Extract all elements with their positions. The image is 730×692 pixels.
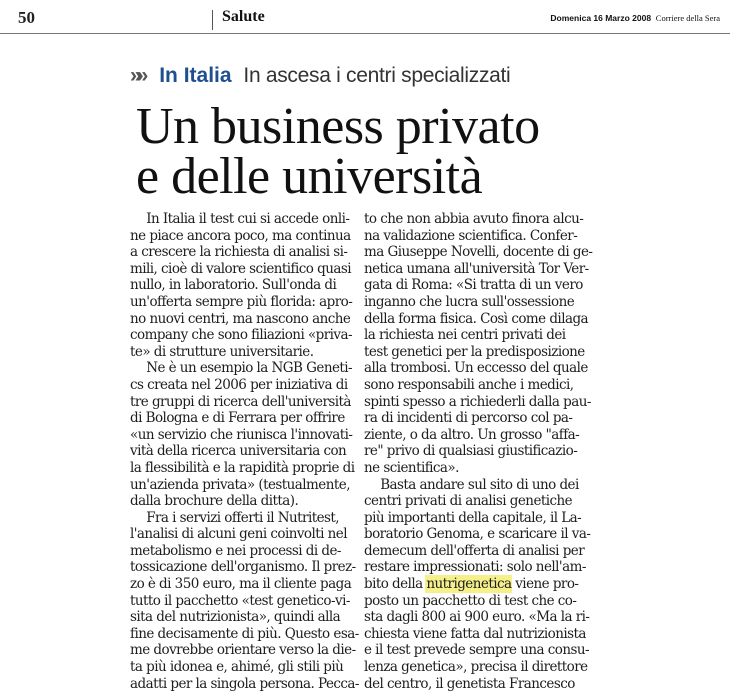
header-rule [0, 33, 730, 34]
headline-line-1: Un business privato [136, 102, 540, 152]
article-line: tossicazione dell'organismo. Il prez- [130, 559, 358, 576]
article-line: re" privo di qualsiasi giustificazio- [364, 443, 586, 460]
article-paragraph [130, 510, 358, 692]
article-line: Fra i servizi offerti il Nutritest, [130, 510, 358, 527]
article-line: metabolismo e nei processi di de- [130, 543, 358, 560]
article-line: ra di incidenti di percorso col pa- [364, 410, 586, 427]
issue-date: Domenica 16 Marzo 2008 [550, 13, 651, 23]
publication-name: Corriere della Sera [656, 13, 720, 23]
article-kicker [130, 63, 510, 89]
article-line: boratorio Genoma, e scaricare il va- [364, 526, 586, 543]
page-header [0, 0, 730, 34]
article-line: Ne è un esempio la NGB Geneti- [130, 360, 358, 377]
article-line: netica umana all'università Tor Ver- [364, 261, 586, 278]
article-line: adatti per la singola persona. Pecca- [130, 676, 358, 692]
article-line: company che sono filiazioni «priva- [130, 327, 358, 344]
article-headline [136, 102, 540, 202]
article-line: sita del nutrizionista», quindi alla [130, 609, 358, 626]
article-line: nullo, in laboratorio. Sull'onda di [130, 277, 358, 294]
article-line: restare impressionati: solo nell'am- [364, 559, 586, 576]
article-line: dalla brochure della ditta). [130, 493, 358, 510]
article-line: demecum dell'offerta di analisi per [364, 543, 586, 560]
article-line: chiesta viene fatta dal nutrizionista [364, 626, 586, 643]
highlighted-term: nutrigenetica [426, 576, 511, 592]
header-divider [212, 10, 213, 30]
article-line: l'analisi di alcuni geni coinvolti nel [130, 526, 358, 543]
article-paragraph [364, 211, 586, 477]
article-line: tre gruppi di ricerca dell'università [130, 394, 358, 411]
article-paragraph [130, 360, 358, 509]
article-paragraph [130, 211, 358, 360]
article-line: In Italia il test cui si accede onli- [130, 211, 358, 228]
article-line: del centro, il genetista Francesco [364, 676, 586, 692]
article-line: ta più idonea e, ahimé, gli stili più [130, 659, 358, 676]
article-paragraph [364, 477, 586, 692]
article-column-right [364, 211, 586, 692]
article-column-left [130, 211, 358, 692]
dateline [550, 13, 720, 23]
article-line: zo è di 350 euro, ma il cliente paga [130, 576, 358, 593]
article-line: ma Giuseppe Novelli, docente di ge- [364, 244, 586, 261]
page-number: 50 [18, 8, 35, 28]
article-line: bito della nutrigenetica viene pro- [364, 576, 586, 593]
article-line: ne piace ancora poco, ma continua [130, 228, 358, 245]
article-line: fine decisamente di più. Questo esa- [130, 626, 358, 643]
article-line: alla trombosi. Un eccesso del quale [364, 360, 586, 377]
article-line: tutto il pacchetto «test genetico-vi- [130, 593, 358, 610]
article-line: gata di Roma: «Si tratta di un vero [364, 277, 586, 294]
article-line: di Bologna e di Ferrara per offrire [130, 410, 358, 427]
article-line: centri privati di analisi genetiche [364, 493, 586, 510]
double-chevron-icon: »» [130, 64, 143, 87]
article-line: te» di strutture universitarie. [130, 344, 358, 361]
article-line: sta dagli 800 ai 900 euro. «Ma la ri- [364, 609, 586, 626]
article-line: lenza genetica», precisa il direttore [364, 659, 586, 676]
section-title: Salute [222, 8, 265, 26]
article-line: un'offerta sempre più florida: apro- [130, 294, 358, 311]
article-line: spinti spesso a richiederli dalla pau- [364, 394, 586, 411]
article-line: mili, cioè di valore scientifico quasi [130, 261, 358, 278]
article-line: a crescere la richiesta di analisi si- [130, 244, 358, 261]
article-line: la richiesta nei centri privati dei [364, 327, 586, 344]
article-line: cs creata nel 2006 per iniziativa di [130, 377, 358, 394]
article-line: test genetici per la predisposizione [364, 344, 586, 361]
article-line: un'azienda privata» (testualmente, [130, 477, 358, 494]
article-line: più importanti della capitale, il La- [364, 510, 586, 527]
article-line: «un servizio che riunisca l'innovati- [130, 427, 358, 444]
article-line: sono responsabili anche i medici, [364, 377, 586, 394]
article-line: to che non abbia avuto finora alcu- [364, 211, 586, 228]
article-line: e il test prevede sempre una consu- [364, 642, 586, 659]
article-line: la flessibilità e la rapidità proprie di [130, 460, 358, 477]
article-line: me dovrebbe orientare verso la die- [130, 642, 358, 659]
article-line: posto un pacchetto di test che co- [364, 593, 586, 610]
article-line: Basta andare sul sito di uno dei [364, 477, 586, 494]
article-line: ziente, o da altro. Un grosso "affa- [364, 427, 586, 444]
article-line: della forma fisica. Così come dilaga [364, 311, 586, 328]
article-line: ne scientifica». [364, 460, 586, 477]
kicker-subtitle: In ascesa i centri specializzati [243, 64, 510, 87]
article-line: vità della ricerca universitaria con [130, 443, 358, 460]
article-line: inganno che lucra sull'ossessione [364, 294, 586, 311]
headline-line-2: e delle università [136, 152, 540, 202]
article-line: na validazione scientifica. Confer- [364, 228, 586, 245]
kicker-location: In Italia [159, 64, 231, 87]
article-line: no nuovi centri, ma nascono anche [130, 311, 358, 328]
